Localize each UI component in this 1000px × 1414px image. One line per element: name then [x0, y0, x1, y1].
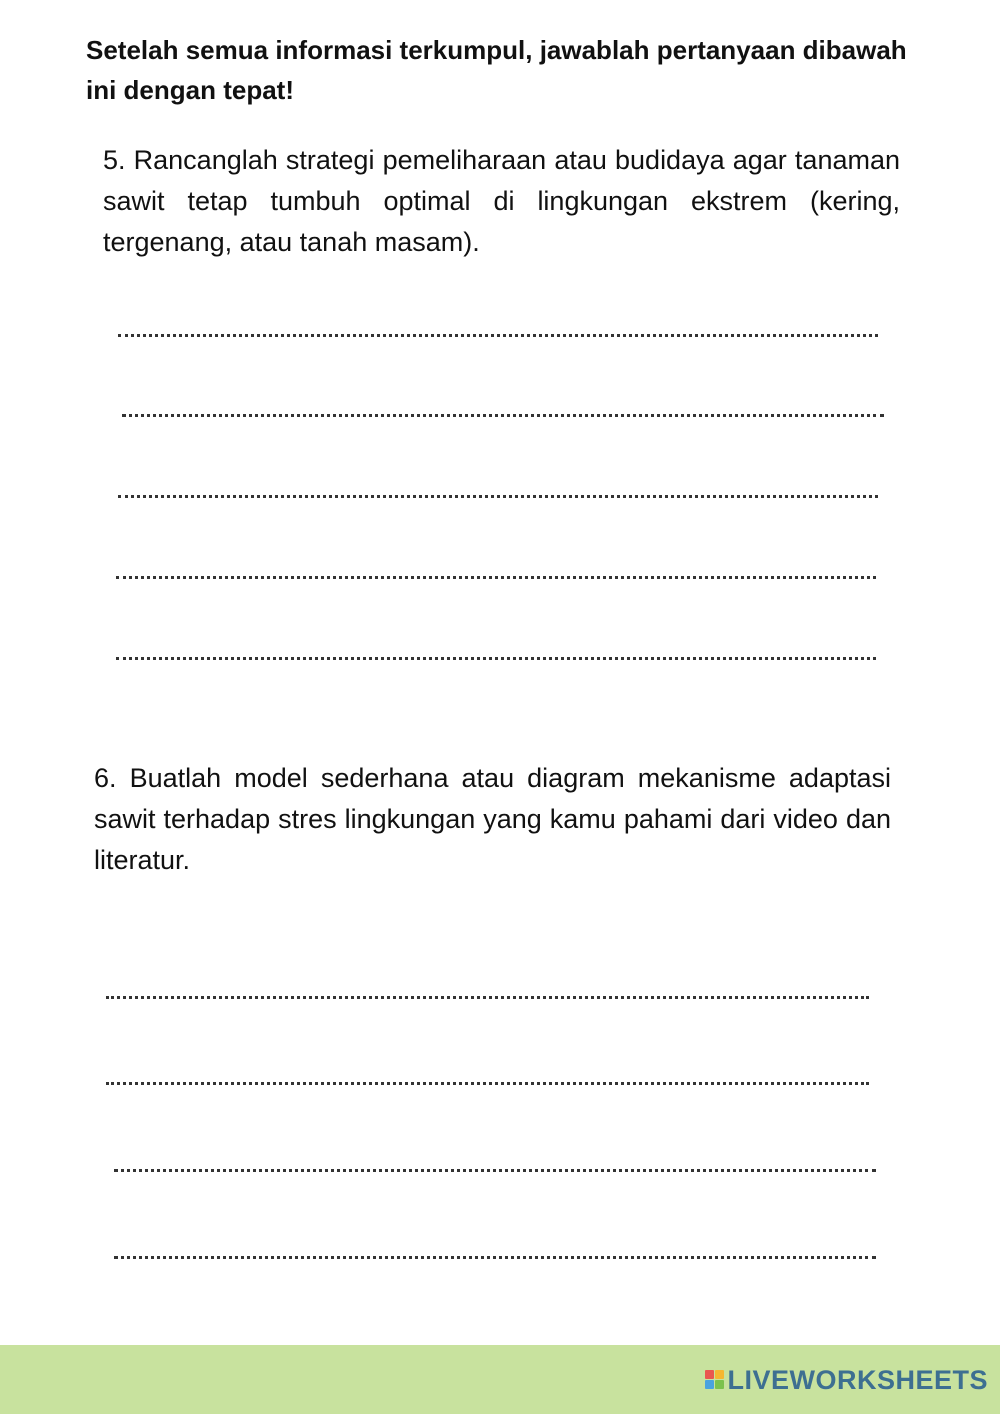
logo-square-blue: [705, 1380, 714, 1389]
logo-square-yellow: [715, 1370, 724, 1379]
answer-line-q6-1[interactable]: [106, 996, 869, 999]
instruction-text: Setelah semua informasi terkumpul, jawablah pertanyaan dibawah ini dengan tepat!: [86, 35, 907, 105]
brand[interactable]: [705, 1365, 988, 1395]
answer-line-q6-4[interactable]: [114, 1256, 876, 1259]
answer-line-q5-2[interactable]: [122, 414, 884, 417]
question-6-text: 6. Buatlah model sederhana atau diagram mekanisme adaptasi sawit terhadap stres lingkungan yang kamu pahami dari video dan literatur.: [94, 763, 891, 875]
footer-bar: [0, 1345, 1000, 1414]
answer-line-q5-4[interactable]: [116, 576, 876, 579]
brand-name: LIVEWORKSHEETS: [727, 1365, 988, 1395]
answer-line-q5-5[interactable]: [116, 657, 876, 660]
answer-line-q6-3[interactable]: [114, 1169, 876, 1172]
liveworksheets-logo-icon: [705, 1370, 724, 1390]
logo-square-green: [715, 1380, 724, 1389]
question-5-text: 5. Rancanglah strategi pemeliharaan atau budidaya agar tanaman sawit tetap tumbuh optimal di lingkungan ekstrem (kering, tergenang, atau tanah masam).: [103, 145, 900, 257]
answer-line-q6-2[interactable]: [106, 1082, 869, 1085]
logo-square-red: [705, 1370, 714, 1379]
answer-line-q5-3[interactable]: [118, 495, 878, 498]
answer-line-q5-1[interactable]: [118, 334, 878, 337]
